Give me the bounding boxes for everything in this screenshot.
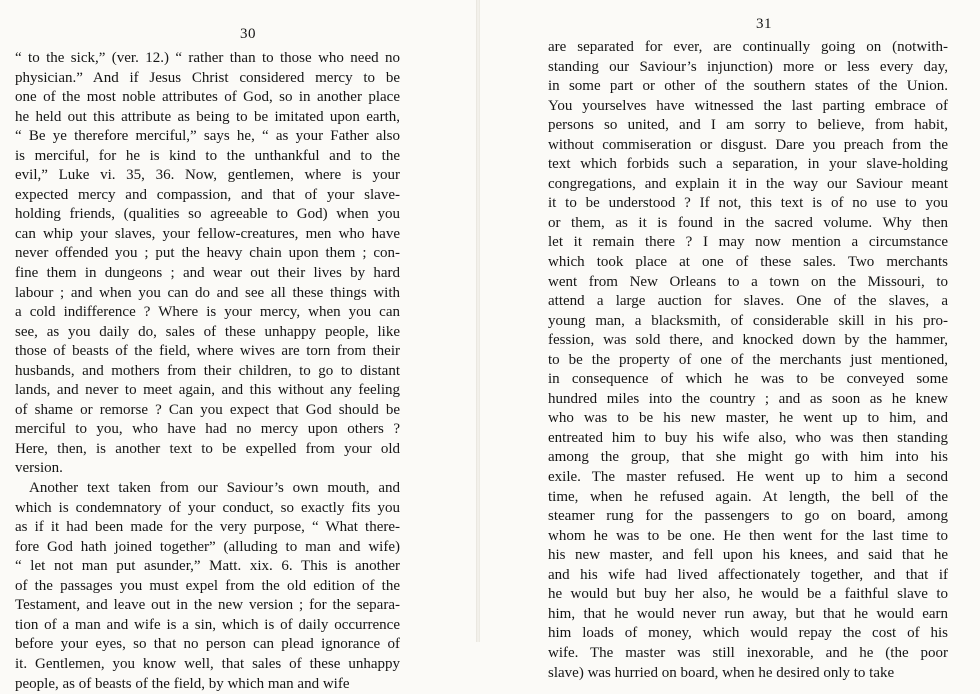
text-line: merciful to you, who have had no mercy upon others ? [15, 420, 400, 440]
text-line: never offended you ; put the heavy chain upon them ; con- [15, 244, 400, 264]
text-line: without commiseration or disgust. Dare you preach from the [548, 136, 948, 156]
text-line: labour ; and when you can do and see all these things with [15, 284, 400, 304]
text-line: young man, a blacksmith, of considerable skill in his pro- [548, 312, 948, 332]
text-line: him, that he would never run away, but that he would earn [548, 605, 948, 625]
text-line: holding friends, (qualities so agreeable to God) when you [15, 205, 400, 225]
text-line: to be the property of one of the merchants just mentioned, [548, 351, 948, 371]
page-body [548, 38, 948, 683]
text-line: Testament, and leave out in the new version ; for the separa- [15, 596, 400, 616]
text-line: it. Gentlemen, you know well, that sales of these unhappy [15, 655, 400, 675]
text-line: as if it had been made for the very purpose, “ What there- [15, 518, 400, 538]
text-line: You yourselves have witnessed the last parting embrace of [548, 97, 948, 117]
text-line: he held out this attribute as being to be imitated upon earth, [15, 108, 400, 128]
text-line: wife. The master was still inexorable, and he (the poor [548, 644, 948, 664]
text-line: or them, as it is found in the sacred volume. Why then [548, 214, 948, 234]
page-number: 31 [756, 16, 772, 33]
text-line: exile. The master refused. He went up to him a second [548, 468, 948, 488]
text-line: Here, then, is another text to be expelled from your old [15, 440, 400, 460]
text-line: entreated him to buy his wife also, who was then standing [548, 429, 948, 449]
text-line: tion of a man and wife is a sin, which is of daily occurrence [15, 616, 400, 636]
text-line: whom he was to be one. He then went for the last time to [548, 527, 948, 547]
text-line: is merciful, for he is kind to the unthankful and to the [15, 147, 400, 167]
text-line: fore God hath joined together” (alluding to man and wife) [15, 538, 400, 558]
text-line: before your eyes, so that no person can plead ignorance of [15, 635, 400, 655]
text-line: see, as you daily do, sales of these unhappy people, like [15, 323, 400, 343]
text-line: evil,” Luke vi. 35, 36. Now, gentlemen, where is your [15, 166, 400, 186]
page-number: 30 [240, 26, 256, 43]
text-line: those of beasts of the field, where wives are torn from their [15, 342, 400, 362]
text-line: physician.” And if Jesus Christ considered mercy to be [15, 69, 400, 89]
text-line: slave) was hurried on board, when he desired only to take [548, 664, 948, 684]
text-line: a cold indifference ? Where is your mercy, when you can [15, 303, 400, 323]
text-line: fession, was sold there, and knocked down by the hammer, [548, 331, 948, 351]
text-line: standing our Saviour’s injunction) more or less every day, [548, 58, 948, 78]
text-line: Another text taken from our Saviour’s own mouth, and [15, 479, 400, 499]
text-line: version. [15, 459, 400, 479]
text-line: one of the most noble attributes of God, so in another place [15, 88, 400, 108]
text-line: “ to the sick,” (ver. 12.) “ rather than to those who need no [15, 49, 400, 69]
text-line: “ Be ye therefore merciful,” says he, “ as your Father also [15, 127, 400, 147]
text-line: people, as of beasts of the field, by which man and wife [15, 675, 400, 694]
text-line: went from New Orleans to a town on the Missouri, to [548, 273, 948, 293]
text-line: expected mercy and compassion, and that of your slave- [15, 186, 400, 206]
page-body [15, 49, 400, 694]
text-line: text which forbids such a separation, in your slave-holding [548, 155, 948, 175]
text-line: fine them in dungeons ; and wear out their lives by hard [15, 264, 400, 284]
text-line: congregations, and explain it in the way our Saviour meant [548, 175, 948, 195]
text-line: hundred miles into the country ; and as soon as he knew [548, 390, 948, 410]
text-line: among the group, that she might go with him into his [548, 448, 948, 468]
text-line: of the passages you must expel from the old edition of the [15, 577, 400, 597]
text-line: are separated for ever, are continually going on (notwith- [548, 38, 948, 58]
text-line: his new master, and fell upon his knees, and said that he [548, 546, 948, 566]
text-line: him loads of money, which would repay the cost of his [548, 624, 948, 644]
text-line: and his wife had lived affectionately together, and that if [548, 566, 948, 586]
text-line: it to be understood ? If not, this text is of no use to you [548, 194, 948, 214]
text-line: attend a large auction for slaves. One of the slaves, a [548, 292, 948, 312]
text-line: “ let not man put asunder,” Matt. xix. 6. This is another [15, 557, 400, 577]
right-page [478, 0, 980, 642]
text-line: lands, and never to meet again, and this without any feeling [15, 381, 400, 401]
text-line: of shame or remorse ? Can you expect that God should be [15, 401, 400, 421]
text-line: in consequence of which he was to be conveyed some [548, 370, 948, 390]
text-line: who was to be his new master, he went up to him, and [548, 409, 948, 429]
text-line: let it remain there ? I may now mention a circumstance [548, 233, 948, 253]
left-page [0, 0, 478, 642]
text-line: time, when he refused again. At length, the bell of the [548, 488, 948, 508]
text-line: steamer rung for the passengers to go on board, among [548, 507, 948, 527]
text-line: husbands, and mothers from their children, to go to distant [15, 362, 400, 382]
text-line: he would but buy her also, he would be a faithful slave to [548, 585, 948, 605]
text-line: persons so united, and I am sorry to believe, from habit, [548, 116, 948, 136]
text-line: which took place at one of these sales. Two merchants [548, 253, 948, 273]
text-line: can whip your slaves, your fellow-creatures, men who have [15, 225, 400, 245]
text-line: in some part or other of the southern states of the Union. [548, 77, 948, 97]
text-line: which is condemnatory of your conduct, so exactly fits you [15, 499, 400, 519]
